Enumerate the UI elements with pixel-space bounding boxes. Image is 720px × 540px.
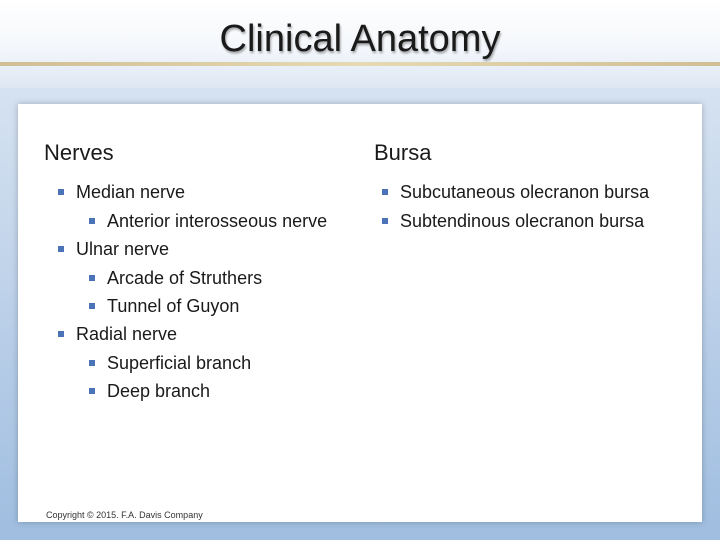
- nerves-column: [44, 140, 344, 407]
- bursa-column: [374, 140, 694, 238]
- square-bullet-icon: [382, 189, 388, 195]
- list-item-label: Subtendinous olecranon bursa: [400, 211, 645, 231]
- square-bullet-icon: [89, 275, 95, 281]
- list-item: [18, 294, 344, 318]
- square-bullet-icon: [382, 218, 388, 224]
- slide-title: Clinical Anatomy: [219, 18, 501, 60]
- bursa-heading: Bursa: [374, 140, 432, 165]
- square-bullet-icon: [89, 388, 95, 394]
- list-item-label: Anterior interosseous nerve: [107, 211, 328, 231]
- nerves-heading: Nerves: [44, 140, 114, 165]
- list-item-label: Arcade of Struthers: [107, 268, 263, 288]
- list-item: [18, 237, 344, 261]
- content-panel: [18, 104, 702, 522]
- list-item: [18, 266, 344, 290]
- bursa-list: [374, 180, 694, 233]
- title-band: [0, 0, 720, 88]
- list-item: [18, 379, 344, 403]
- list-item-label: Radial nerve: [76, 324, 178, 344]
- list-item-label: Ulnar nerve: [76, 239, 170, 259]
- list-item: [18, 351, 344, 375]
- copyright-notice: Copyright © 2015. F.A. Davis Company: [46, 510, 203, 520]
- list-item-label: Subcutaneous olecranon bursa: [400, 182, 650, 202]
- square-bullet-icon: [89, 303, 95, 309]
- list-item: [18, 322, 344, 346]
- square-bullet-icon: [58, 246, 64, 252]
- list-item: [18, 180, 344, 204]
- list-item-label: Deep branch: [107, 381, 211, 401]
- list-item: [18, 209, 344, 233]
- square-bullet-icon: [89, 218, 95, 224]
- list-item: [374, 180, 694, 204]
- square-bullet-icon: [89, 360, 95, 366]
- square-bullet-icon: [58, 331, 64, 337]
- list-item-label: Tunnel of Guyon: [107, 296, 240, 316]
- list-item: [374, 209, 694, 233]
- list-item-label: Superficial branch: [107, 353, 252, 373]
- nerves-list: [44, 180, 344, 403]
- list-item-label: Median nerve: [76, 182, 186, 202]
- square-bullet-icon: [58, 189, 64, 195]
